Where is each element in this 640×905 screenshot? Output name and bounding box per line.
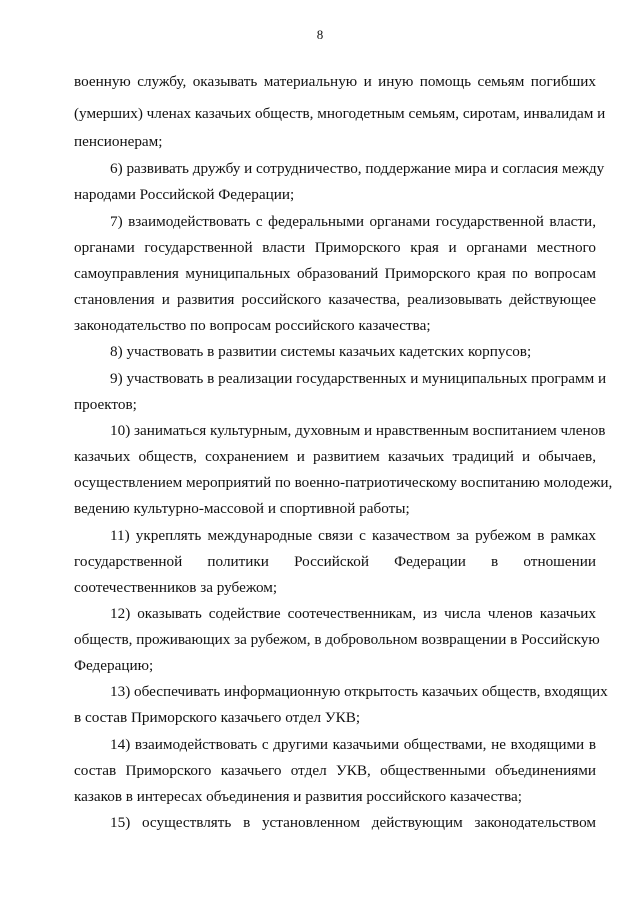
text-line: 9) участвовать в реализации государственных и муниципальных программ и: [110, 370, 607, 387]
text-line: проектов;: [74, 396, 137, 413]
text-line: состав Приморского казачьего отдел УКВ, общественными объединениями: [74, 762, 596, 779]
text-line: в состав Приморского казачьего отдел УКВ;: [74, 709, 361, 726]
text-line: казачьих обществ, сохранением и развитием казачьих традиций и обычаев,: [74, 448, 596, 465]
text-line: 10) заниматься культурным, духовным и нравственным воспитанием членов: [110, 422, 606, 439]
text-line: (умерших) членах казачьих обществ, многодетным семьям, сиротам, инвалидам и: [74, 105, 606, 122]
text-line: обществ, проживающих за рубежом, в добровольном возвращении в Российскую: [74, 631, 600, 648]
text-line: 14) взаимодействовать с другими казачьими обществами, не входящими в: [110, 736, 596, 753]
text-line: 12) оказывать содействие соотечественникам, из числа членов казачьих: [110, 605, 596, 622]
text-line: военную службу, оказывать материальную и иную помощь семьям погибших: [74, 73, 596, 90]
text-line: осуществлением мероприятий по военно-патриотическому воспитанию молодежи,: [74, 474, 613, 491]
text-line: 15) осуществлять в установленном действующим законодательством: [110, 814, 596, 831]
text-line: органами государственной власти Приморского края и органами местного: [74, 239, 596, 256]
text-line: государственной политики Российской Федерации в отношении: [74, 553, 596, 570]
text-line: пенсионерам;: [74, 133, 163, 150]
text-line: ведению культурно-массовой и спортивной работы;: [74, 500, 410, 517]
text-line: казаков в интересах объединения и развития российского казачества;: [74, 788, 522, 805]
text-line: 11) укреплять международные связи с казачеством за рубежом в рамках: [110, 527, 596, 544]
text-line: законодательство по вопросам российского казачества;: [74, 317, 431, 334]
text-line: становления и развития российского казачества, реализовывать действующее: [74, 291, 596, 308]
text-line: народами Российской Федерации;: [74, 186, 295, 203]
text-line: самоуправления муниципальных образований Приморского края по вопросам: [74, 265, 596, 282]
text-line: 13) обеспечивать информационную открытость казачьих обществ, входящих: [110, 683, 608, 700]
text-line: Федерацию;: [74, 657, 154, 674]
text-line: 6) развивать дружбу и сотрудничество, поддержание мира и согласия между: [110, 160, 605, 177]
text-line: 7) взаимодействовать с федеральными органами государственной власти,: [110, 213, 596, 230]
page-number: 8: [316, 27, 324, 42]
text-line: 8) участвовать в развитии системы казачьих кадетских корпусов;: [110, 343, 532, 360]
text-line: соотечественников за рубежом;: [74, 579, 278, 596]
